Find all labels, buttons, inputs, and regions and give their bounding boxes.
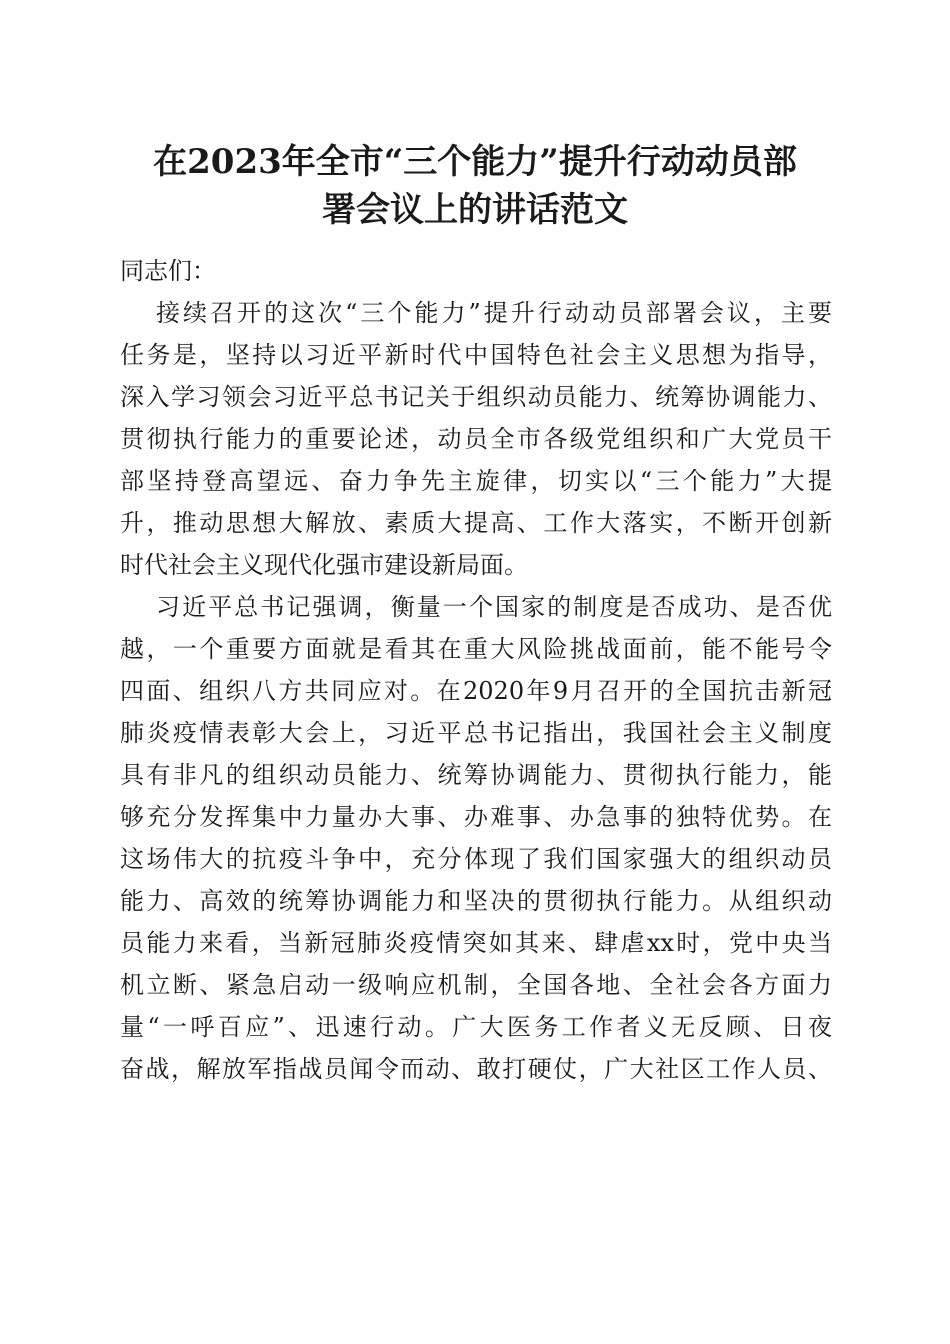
paragraph-line: 部坚持登高望远、奋力争先主旋律，切实以“三个能力”大提 bbox=[120, 467, 832, 495]
paragraph-line: 贯彻执行能力的重要论述，动员全市各级党组织和广大党员干 bbox=[120, 425, 832, 453]
salutation: 同志们： bbox=[120, 257, 216, 285]
paragraph-line: 时代社会主义现代化强市建设新局面。 bbox=[120, 551, 528, 579]
document-title bbox=[110, 138, 840, 234]
paragraph-line: 能力、高效的统筹协调能力和坚决的贯彻执行能力。从组织动 bbox=[120, 887, 832, 915]
paragraph-line: 量“一呼百应”、迅速行动。广大医务工作者义无反顾、日夜 bbox=[120, 1013, 832, 1041]
paragraph-line: 这场伟大的抗疫斗争中，充分体现了我们国家强大的组织动员 bbox=[120, 845, 832, 873]
paragraph-line: 够充分发挥集中力量办大事、办难事、办急事的独特优势。在 bbox=[120, 803, 832, 831]
title-line: 署会议上的讲话范文 bbox=[322, 190, 628, 230]
paragraph-line: 越，一个重要方面就是看其在重大风险挑战面前，能不能号令 bbox=[120, 635, 832, 663]
paragraph bbox=[120, 586, 832, 1090]
paragraph-line: 任务是，坚持以习近平新时代中国特色社会主义思想为指导， bbox=[120, 341, 832, 369]
paragraph-line: 员能力来看，当新冠肺炎疫情突如其来、肆虐xx时，党中央当 bbox=[120, 929, 832, 957]
document-body bbox=[120, 250, 832, 1090]
paragraph-line: 升，推动思想大解放、素质大提高、工作大落实，不断开创新 bbox=[120, 509, 832, 537]
paragraph-line: 奋战，解放军指战员闻令而动、敢打硬仗，广大社区工作人员、 bbox=[120, 1055, 832, 1083]
paragraph-line: 具有非凡的组织动员能力、统筹协调能力、贯彻执行能力，能 bbox=[120, 761, 832, 789]
paragraph-line: 四面、组织八方共同应对。在2020年9月召开的全国抗击新冠 bbox=[120, 677, 832, 705]
paragraph-line: 接续召开的这次“三个能力”提升行动动员部署会议，主要 bbox=[156, 299, 832, 327]
paragraph-line: 肺炎疫情表彰大会上，习近平总书记指出，我国社会主义制度 bbox=[120, 719, 832, 747]
paragraph bbox=[120, 292, 832, 586]
paragraph-line: 深入学习领会习近平总书记关于组织动员能力、统筹协调能力、 bbox=[120, 383, 832, 411]
title-line: 在2023年全市“三个能力”提升行动动员部 bbox=[153, 142, 797, 182]
paragraph-line: 习近平总书记强调，衡量一个国家的制度是否成功、是否优 bbox=[156, 593, 832, 621]
paragraph-line: 机立断、紧急启动一级响应机制，全国各地、全社会各方面力 bbox=[120, 971, 832, 999]
